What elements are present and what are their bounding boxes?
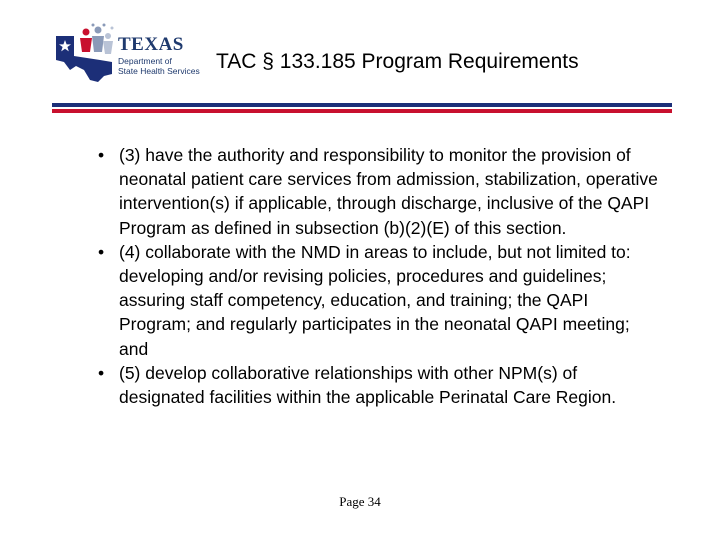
- slide-title: TAC § 133.185 Program Requirements: [216, 50, 579, 73]
- bullet-dot-icon: •: [98, 362, 105, 383]
- bullet-item: [98, 143, 658, 240]
- header-rule-blue: [52, 103, 672, 107]
- logo-subtitle-line2: State Health Services: [118, 66, 200, 76]
- logo-wordmark: TEXAS: [118, 34, 184, 55]
- bullet-text: (3) have the authority and responsibility to monitor the provision of neonatal patient care services from admission, stabilization, operative intervention(s) if applicable, through discharge, inclusive of the QAPI Program as defined in subsection (b)(2)(E) of this section.: [119, 145, 658, 238]
- texas-state-icon: [52, 22, 122, 84]
- bullet-item: [98, 361, 658, 409]
- bullet-dot-icon: •: [98, 145, 105, 165]
- bullet-text: (5) develop collaborative relationships with other NPM(s) of designated facilities within the applicable Perinatal Care Region.: [119, 362, 617, 408]
- header-rule-red: [52, 109, 672, 113]
- bullet-list: [98, 143, 658, 409]
- logo-subtitle-line1: Department of: [118, 56, 172, 66]
- bullet-dot-icon: •: [98, 241, 105, 262]
- page-number: Page 34: [339, 494, 381, 509]
- logo-subtitle: [118, 56, 214, 76]
- bullet-text: (4) collaborate with the NMD in areas to include, but not limited to: developing and/or revising policies, procedures and guidelines; assuring staff competency, education, and training; the QAPI Program; and regularly participates in the neonatal QAPI meeting; and: [119, 241, 631, 359]
- bullet-item: [98, 240, 658, 361]
